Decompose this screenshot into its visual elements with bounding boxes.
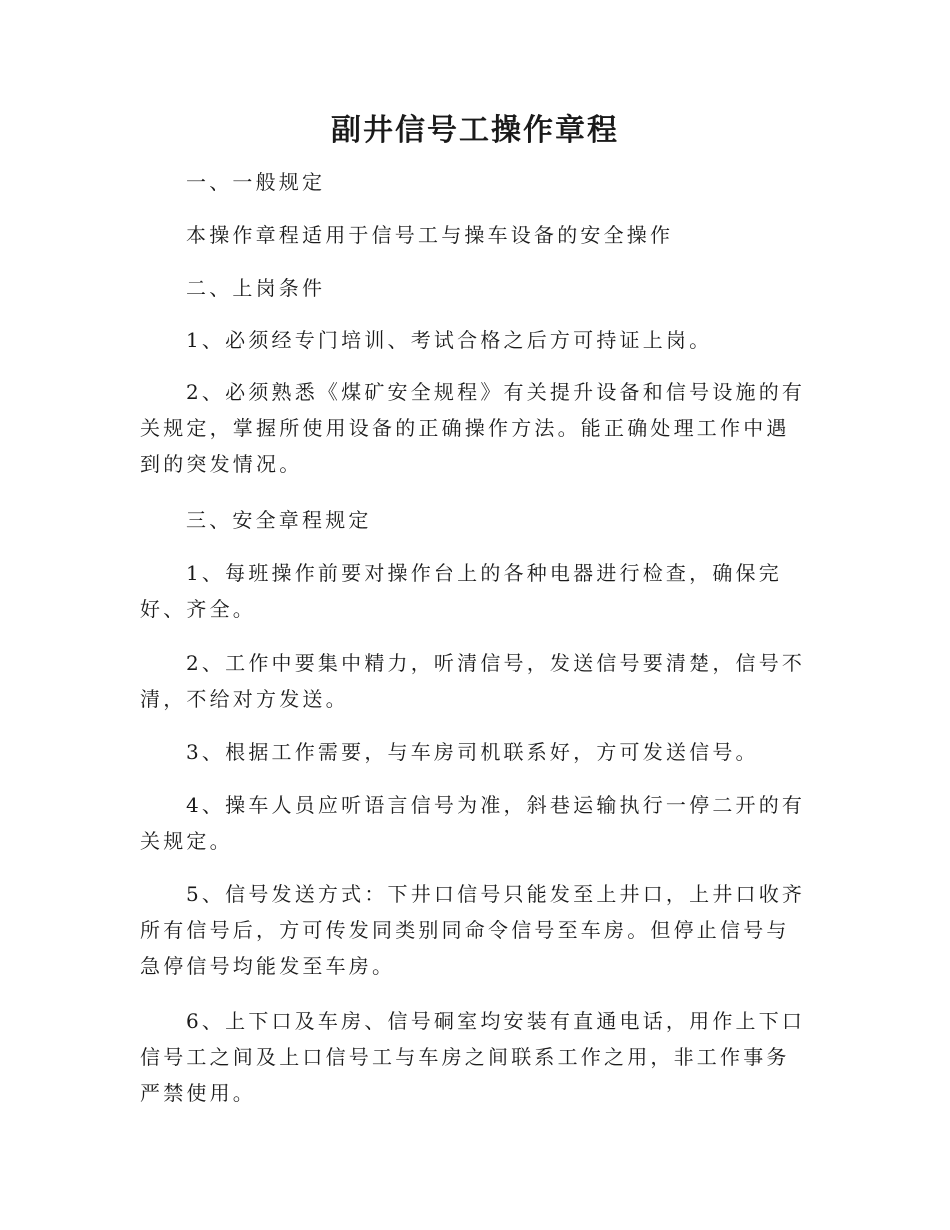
section-heading-qualification: 二、上岗条件 [186, 276, 326, 300]
paragraph-safety-4: 4、操车人员应听语言信号为准，斜巷运输执行一停二开的有关规定。 [140, 793, 806, 853]
paragraph-safety-3: 3、根据工作需要，与车房司机联系好，方可发送信号。 [186, 740, 759, 764]
paragraph-qualification-1: 1、必须经专门培训、考试合格之后方可持证上岗。 [186, 328, 713, 352]
paragraph-scope: 本操作章程适用于信号工与操车设备的安全操作 [186, 223, 674, 247]
paragraph-safety-5: 5、信号发送方式：下井口信号只能发至上井口，上井口收齐所有信号后，方可传发同类别同命令信号至车房。但停止信号与急停信号均能发至车房。 [140, 882, 806, 978]
document-title: 副井信号工操作章程 [331, 113, 619, 148]
paragraph-qualification-2: 2、必须熟悉《煤矿安全规程》有关提升设备和信号设施的有关规定，掌握所使用设备的正确操作方法。能正确处理工作中遇到的突发情况。 [140, 380, 806, 476]
paragraph-safety-6: 6、上下口及车房、信号硐室均安装有直通电话，用作上下口信号工之间及上口信号工与车房之间联系工作之用，非工作事务严禁使用。 [140, 1009, 806, 1105]
paragraph-safety-1: 1、每班操作前要对操作台上的各种电器进行检查，确保完好、齐全。 [140, 561, 782, 621]
section-heading-safety: 三、安全章程规定 [186, 508, 372, 532]
section-heading-general: 一、一般规定 [186, 170, 326, 194]
paragraph-safety-2: 2、工作中要集中精力，听清信号，发送信号要清楚，信号不清，不给对方发送。 [140, 651, 806, 711]
